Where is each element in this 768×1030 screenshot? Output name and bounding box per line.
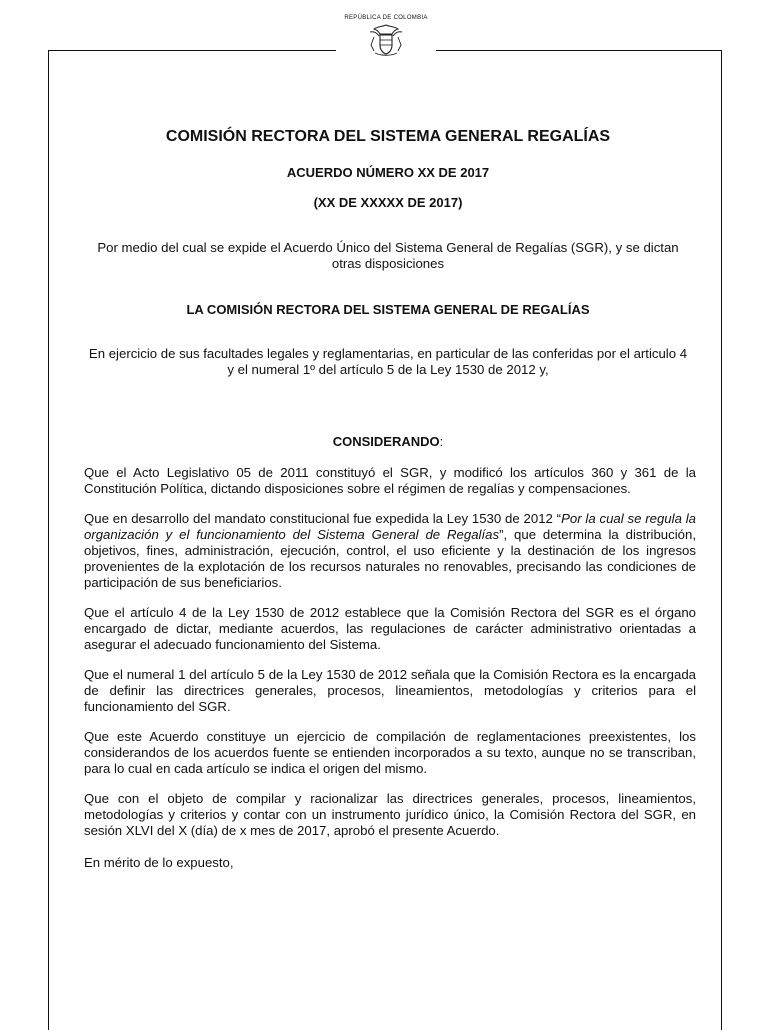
paragraph-5: Que este Acuerdo constituye un ejercicio de compilación de reglamentaciones preexistentes, los considerandos de los acuerdos fuente se entienden incorporados a su texto, aunque no se transcriban, para lo cual en cada artículo se indica el origen del mismo. xyxy=(84,729,696,776)
document-title: COMISIÓN RECTORA DEL SISTEMA GENERAL REGALÍAS xyxy=(165,128,611,145)
paragraph-2 xyxy=(84,511,696,591)
considering-label: CONSIDERANDO xyxy=(332,434,440,449)
paragraph-1: Que el Acto Legislativo 05 de 2011 constituyó el SGR, y modificó los artículos 360 y 361 de la Constitución Política, dictando disposiciones sobre el régimen de regalías y compensaciones. xyxy=(84,465,696,496)
paragraph-2-after: ”, que determina la distribución, objetivos, fines, administración, ejecución, control, el uso eficiente y la destinación de los ingresos provenientes de la explotación de los recursos naturales no renovables, precisando las condiciones de participación de sus beneficiarios. xyxy=(84,527,696,590)
paragraph-7: En mérito de lo expuesto, xyxy=(84,855,234,870)
considering-body xyxy=(84,465,696,885)
considering-heading xyxy=(84,434,692,449)
considering-colon: : xyxy=(439,434,444,449)
agreement-number: ACUERDO NÚMERO XX DE 2017 xyxy=(286,165,490,180)
paragraph-6: Que con el objeto de compilar y racionalizar las directrices generales, procesos, lineamientos, metodologías y criterios y contar con un instrumento jurídico único, la Comisión Rectora del SGR, en sesión XLVI del X (día) de x mes de 2017, aprobó el presente Acuerdo. xyxy=(84,791,696,838)
paragraph-4: Que el numeral 1 del artículo 5 de la Ley 1530 de 2012 señala que la Comisión Rectora es la encargada de definir las directrices generales, procesos, lineamientos, metodologías y criterios para el funcionamiento del SGR. xyxy=(84,667,696,714)
paragraph-2-before: Que en desarrollo del mandato constitucional fue expedida la Ley 1530 de 2012 “ xyxy=(84,511,562,526)
paragraph-2-law-title: Por la cual se regula la organización y el funcionamiento del Sistema General de Regalías xyxy=(84,511,696,542)
agreement-date: (XX DE XXXXX DE 2017) xyxy=(313,195,463,210)
powers-statement: En ejercicio de sus facultades legales y reglamentarias, en particular de las conferidas por el articulo 4 y el numeral 1º del artículo 5 de la Ley 1530 de 2012 y, xyxy=(88,346,688,377)
republic-label: REPÚBLICA DE COLOMBIA xyxy=(344,15,428,21)
commission-heading: LA COMISIÓN RECTORA DEL SISTEMA GENERAL DE REGALÍAS xyxy=(186,302,590,317)
agreement-purpose: Por medio del cual se expide el Acuerdo Único del Sistema General de Regalías (SGR), y se dictan otras disposiciones xyxy=(97,240,679,271)
paragraph-3: Que el artículo 4 de la Ley 1530 de 2012 establece que la Comisión Rectora del SGR es el órgano encargado de dictar, mediante acuerdos, las regulaciones de carácter administrativo orientadas a asegurar el adecuado funcionamiento del Sistema. xyxy=(84,605,696,652)
